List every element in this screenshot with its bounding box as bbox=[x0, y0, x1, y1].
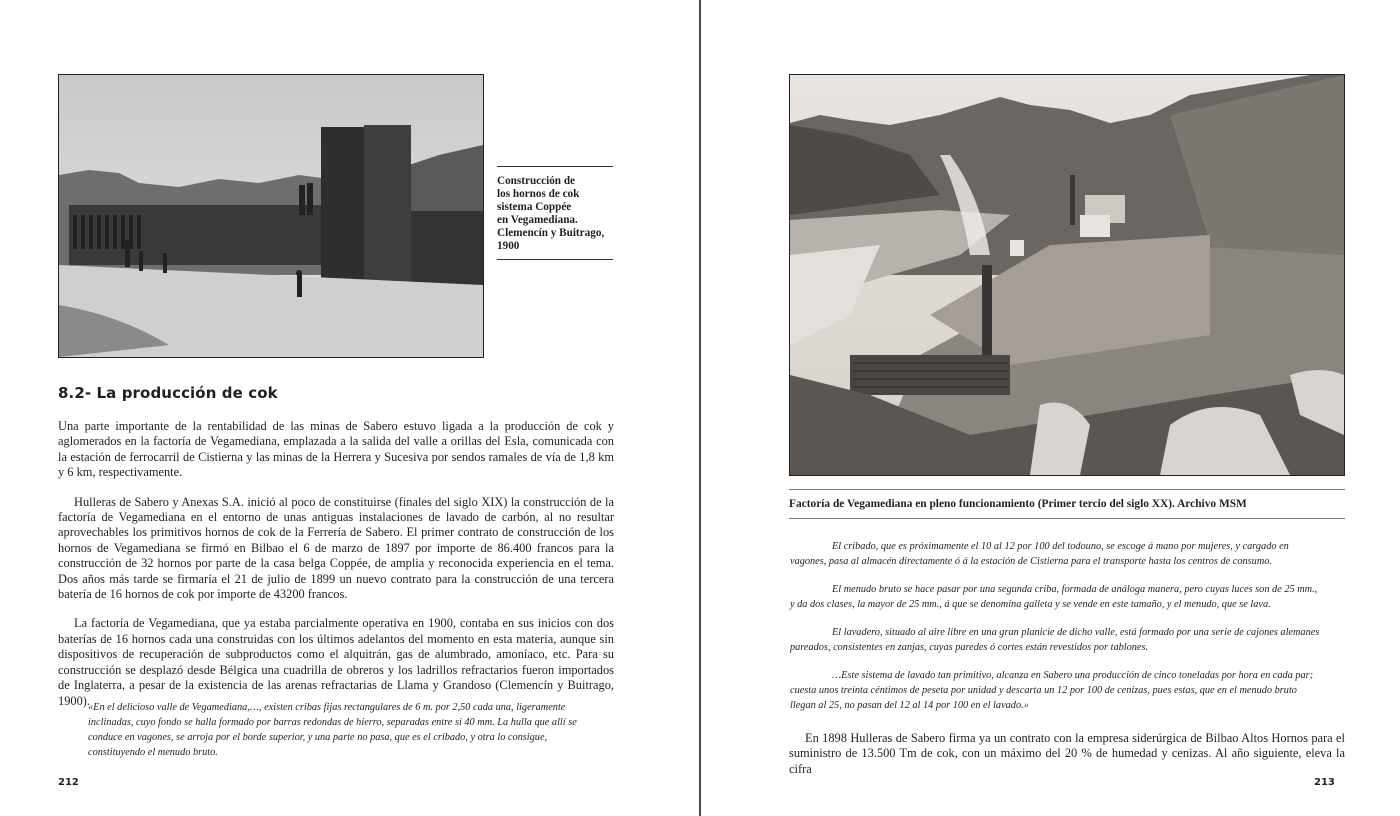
quote-paragraph: El menudo bruto se hace pasar por una segunda criba, formada de análoga manera, pero cuyas luces son de 25 mm., y da dos clases, la mayor de 25 mm., á que se denomina galleta y se vende en este tamaño, y el menudo, que se lava. bbox=[790, 584, 1318, 610]
caption-line: en Vegamediana. bbox=[497, 214, 578, 226]
quote-paragraph: …Este sistema de lavado tan primitivo, alcanza en Sabero una producción de cinco toneladas por hora en cada par; cuesta unos treinta céntimos de peseta por unidad y descarta un 12 por 100 de cenizas, pues estas, que en el menudo bruto llegan al 25, no pasan del 12 al 14 por 100 en el lavado.» bbox=[790, 670, 1314, 711]
photo-caption-right bbox=[789, 489, 1345, 519]
caption-text: Factoría de Vegamediana en pleno funcionamiento (Primer tercio del siglo XX). Archivo MSM bbox=[789, 498, 1247, 510]
vegamediana-factory-photo bbox=[789, 74, 1345, 476]
paragraph: Una parte importante de la rentabilidad de las minas de Sabero estuvo ligada a la producción de cok y aglomerados en la factoría de Vegamediana, emplazada a la salida del valle a orillas del Esla, comunicada con la estación de ferrocarril de Cistierna y las minas de la Herrera y Sucesiva por sendos ramales de vía de 1,8 km y 6 km, respectivamente. bbox=[58, 419, 614, 480]
factory-photo-illustration bbox=[790, 75, 1344, 475]
paragraph: La factoría de Vegamediana, que ya estaba parcialmente operativa en 1900, contaba en sus inicios con dos baterías de 16 hornos cada una construidas con los últimos adelantos del momento en esta materia, aunque sin dispositivos de recuperación de subproductos como el alquitrán, gas de alumbrado, amoníaco, etc. Para su construcción se desplazó desde Bélgica una cuadrilla de obreros y los ladrillos refractarios fueron importados de Inglaterra, a pesar de la existencia de las arenas refractarias de Llama y Grandoso (Clemencín y Buitrago, 1900). bbox=[58, 616, 614, 708]
caption-line: Construcción de bbox=[497, 175, 576, 187]
caption-line: sistema Coppée bbox=[497, 201, 572, 213]
caption-line: los hornos de cok bbox=[497, 188, 580, 200]
block-quote-right bbox=[790, 539, 1320, 726]
paragraph: Hulleras de Sabero y Anexas S.A. inició al poco de constituirse (finales del siglo XIX) la construcción de la factoría de Vegamediana en el entorno de unas antiguas instalaciones de lavado de carbón, al no resultar aprovechables los primitivos hornos de cok de la Ferrería de Sabero. El primer contrato de construcción de los hornos de Vegamediana se firmó en Bilbao el 6 de marzo de 1897 por importe de 86.400 francos para la construcción de 32 hornos por parte de la casa belga Coppée, de amplia y reconocida experiencia en el tema. Dos años más tarde se firmaría el 21 de julio de 1899 un nuevo contrato para la construcción de una tercera batería de 16 hornos de cok por importe de 43200 francos. bbox=[58, 494, 614, 602]
section-heading: 8.2- La producción de cok bbox=[58, 384, 278, 402]
page-number: 212 bbox=[58, 777, 79, 788]
caption-line: 1900 bbox=[497, 240, 520, 252]
coke-ovens-photo-illustration bbox=[59, 75, 483, 357]
coke-ovens-construction-photo bbox=[58, 74, 484, 358]
quote-paragraph: El cribado, que es próximamente el 10 al 12 por 100 del todouno, se escoge á mano por mujeres, y cargado en vagones, pasa al almacén directamente ó á la estación de Cistierna para el transporte hasta los centros de consumo. bbox=[790, 541, 1289, 567]
body-text-right bbox=[789, 731, 1345, 791]
page-number: 213 bbox=[1314, 777, 1335, 788]
body-text-left bbox=[58, 419, 614, 723]
page-213 bbox=[702, 0, 1400, 816]
quote-paragraph: «En el delicioso valle de Vegamediana,…, existen cribas fijas rectangulares de 6 m. por 2,50 cada una, ligeramente inclinadas, cuyo fondo se halla formado por barras redondas de hierro, separadas entre si 40 mm. La hulla que allí se conduce en vagones, se arroja por el borde superior, y una parte no pasa, que es el cribado, y otra lo consigue, constituyendo el menudo bruto. bbox=[88, 702, 577, 758]
photo-caption-box bbox=[497, 166, 613, 260]
quote-paragraph: El lavadero, situado al aire libre en una gran planicie de dicho valle, está formado por una serie de cajones alemanes pareados, consistentes en zanjas, cuyas paredes ó cortes están revestidos por tablones. bbox=[790, 627, 1320, 653]
paragraph: En 1898 Hulleras de Sabero firma ya un contrato con la empresa siderúrgica de Bilbao Altos Hornos para el suministro de 13.500 Tm de cok, con un máximo del 20 % de humedad y cenizas. Al año siguiente, eleva la cifra bbox=[789, 731, 1345, 776]
block-quote-left bbox=[88, 700, 586, 771]
caption-line: Clemencín y Buitrago, bbox=[497, 227, 605, 239]
